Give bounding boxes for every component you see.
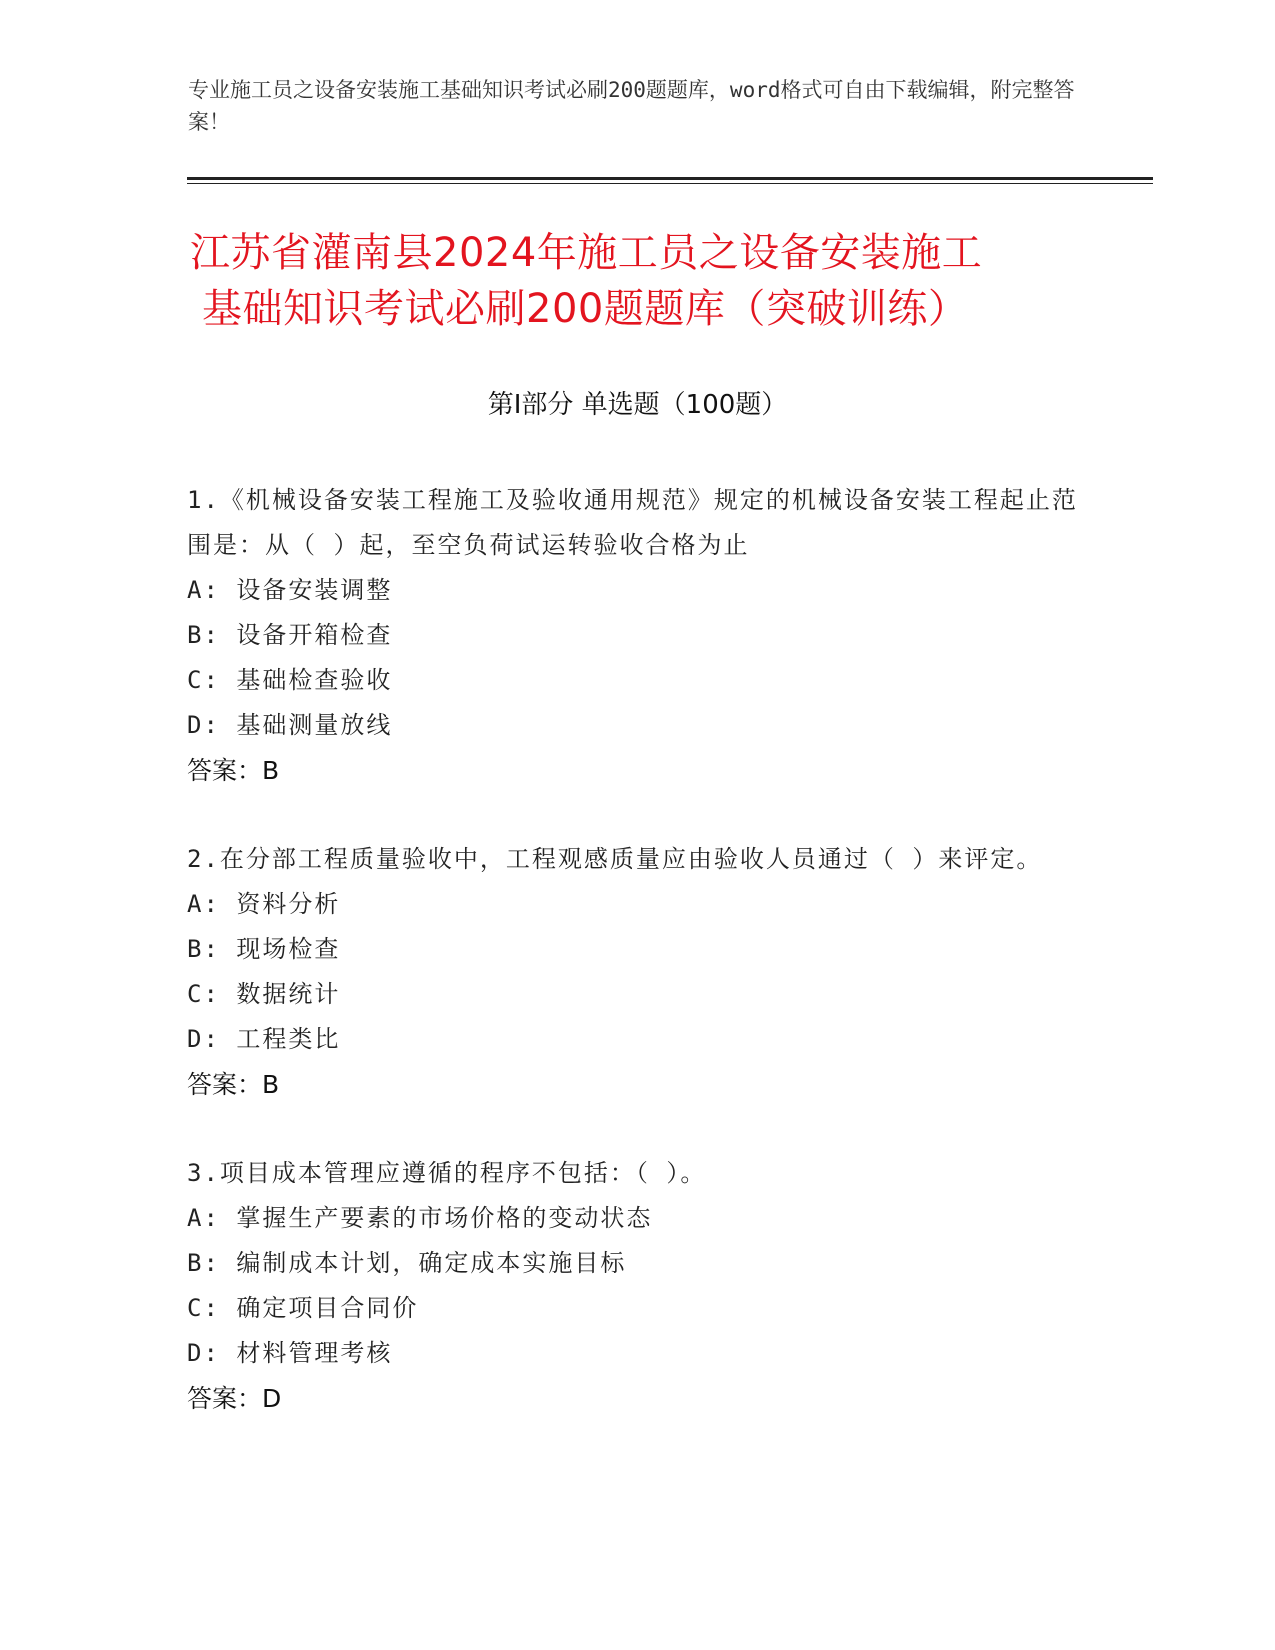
question-stem: 1.《机械设备安装工程施工及验收通用规范》规定的机械设备安装工程起止范围是：从（ ）起，至空负荷试运转验收合格为止 bbox=[187, 486, 1078, 559]
answer: 答案：D bbox=[187, 1384, 282, 1413]
header-note: 专业施工员之设备安装施工基础知识考试必刷200题题库，word格式可自由下载编辑，附完整答案！ bbox=[188, 78, 1075, 134]
option-c: C: 数据统计 bbox=[187, 980, 341, 1008]
answer: 答案：B bbox=[187, 1070, 280, 1099]
question-item bbox=[187, 478, 1087, 793]
option-c: C: 基础检查验收 bbox=[187, 666, 393, 694]
option-a: A: 设备安装调整 bbox=[187, 576, 393, 604]
section-heading: 第Ⅰ部分 单选题（100题） bbox=[487, 390, 788, 420]
header-divider-thin bbox=[187, 183, 1153, 184]
question-stem: 3.项目成本管理应遵循的程序不包括：（ ）。 bbox=[187, 1159, 707, 1187]
question-list bbox=[187, 478, 1087, 1465]
question-item bbox=[187, 1151, 1087, 1421]
option-a: A: 资料分析 bbox=[187, 890, 341, 918]
question-item bbox=[187, 837, 1087, 1107]
header-divider-thick bbox=[187, 177, 1153, 180]
answer: 答案：B bbox=[187, 756, 280, 785]
document-title-line1: 江苏省灌南县2024年施工员之设备安装施工 bbox=[190, 230, 983, 276]
document-title-line2: 基础知识考试必刷200题题库（突破训练） bbox=[202, 286, 969, 332]
option-b: B: 现场检查 bbox=[187, 935, 341, 963]
option-a: A: 掌握生产要素的市场价格的变动状态 bbox=[187, 1204, 653, 1232]
option-d: D: 材料管理考核 bbox=[187, 1339, 393, 1367]
option-b: B: 编制成本计划，确定成本实施目标 bbox=[187, 1249, 627, 1277]
document-title bbox=[190, 225, 1090, 337]
option-d: D: 基础测量放线 bbox=[187, 711, 393, 739]
option-b: B: 设备开箱检查 bbox=[187, 621, 393, 649]
question-stem: 2.在分部工程质量验收中，工程观感质量应由验收人员通过（ ）来评定。 bbox=[187, 845, 1043, 873]
option-d: D: 工程类比 bbox=[187, 1025, 341, 1053]
option-c: C: 确定项目合同价 bbox=[187, 1294, 419, 1322]
